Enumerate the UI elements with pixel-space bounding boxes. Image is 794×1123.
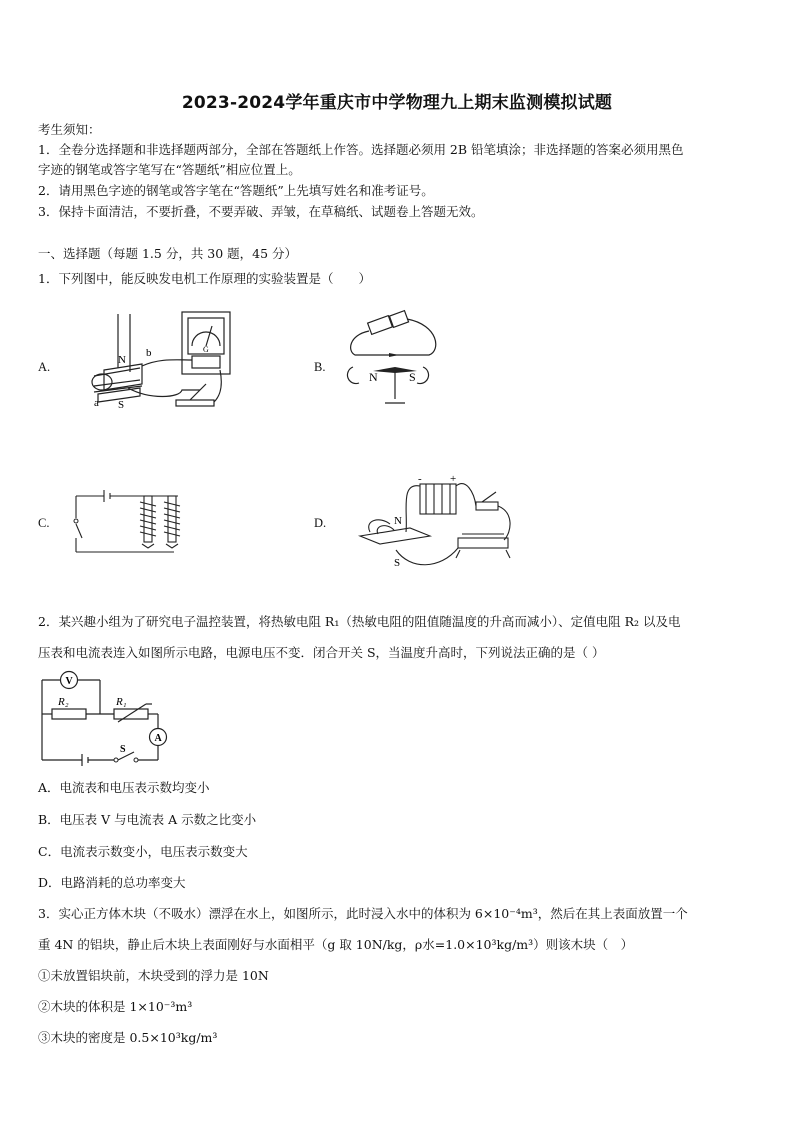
q1-stem: 1．下列图中，能反映发电机工作原理的实验装置是（ ） <box>38 271 371 286</box>
q2-option-a: A．电流表和电压表示数均变小 <box>38 780 210 795</box>
label-ammeter: A <box>154 733 162 744</box>
a-label-b: b <box>146 347 152 359</box>
q3-item-3: ③木块的密度是 0.5×10³kg/m³ <box>38 1030 218 1045</box>
q2-circuit-diagram <box>36 668 176 773</box>
q1-figure-b <box>345 305 445 410</box>
d-label-n: N <box>394 515 402 527</box>
q1-option-a: A. <box>38 360 51 374</box>
a-label-a: a <box>94 397 99 409</box>
q1-figure-a <box>80 310 240 415</box>
section-heading: 一、选择题（每题 1.5 分，共 30 题，45 分） <box>38 246 298 261</box>
q1-option-c: C. <box>38 516 50 530</box>
d-label-plus: + <box>450 473 457 485</box>
q3-stem-line2: 重 4N 的铝块，静止后木块上表面刚好与水面相平（g 取 10N/kg，ρ水=1.0×10³kg/m³）则该木块（ ） <box>38 937 634 952</box>
q1-figure-d <box>350 472 515 572</box>
notice-item-3: 3．保持卡面清洁，不要折叠，不要弄破、弄皱，在草稿纸、试题卷上答题无效。 <box>38 204 484 219</box>
a-label-s: S <box>118 399 125 411</box>
page-title: 2023-2024学年重庆市中学物理九上期末监测模拟试题 <box>181 93 613 113</box>
q2-option-d: D．电路消耗的总功率变大 <box>38 875 186 890</box>
a-label-g: G <box>203 345 209 354</box>
q1-figure-c <box>68 488 198 558</box>
q2-option-b: B．电压表 V 与电流表 A 示数之比变小 <box>38 812 257 827</box>
a-label-n: N <box>118 354 126 366</box>
q3-item-2: ②木块的体积是 1×10⁻³m³ <box>38 999 193 1014</box>
b-label-s: S <box>409 370 416 384</box>
notice-item-1: 1．全卷分选择题和非选择题两部分，全部在答题纸上作答。选择题必须用 2B 铅笔填涂；非选择题的答案必须用黑色 <box>38 142 684 157</box>
q2-stem-line1: 2．某兴趣小组为了研究电子温控装置，将热敏电阻 R₁（热敏电阻的阻值随温度的升高而减小）、定值电阻 R₂ 以及电 <box>38 614 681 629</box>
q1-option-b: B. <box>314 360 326 374</box>
q3-stem-line1: 3．实心正方体木块（不吸水）漂浮在水上，如图所示，此时浸入水中的体积为 6×10⁻⁴m³，然后在其上表面放置一个 <box>38 906 688 921</box>
label-r1: R₁ <box>116 696 127 708</box>
b-label-n: N <box>369 370 378 384</box>
notice-heading: 考生须知： <box>38 122 101 137</box>
d-label-minus: - <box>418 473 422 485</box>
label-r2: R₂ <box>58 696 69 708</box>
q1-option-d: D. <box>314 516 327 530</box>
notice-item-1-cont: 字迹的钢笔或答字笔写在“答题纸”相应位置上。 <box>38 162 301 177</box>
label-switch: S <box>120 744 126 755</box>
d-label-s: S <box>394 557 401 569</box>
q2-stem-line2: 压表和电流表连入如图所示电路，电源电压不变．闭合开关 S，当温度升高时，下列说法正确的是（ ） <box>38 645 605 660</box>
label-voltmeter: V <box>65 676 73 687</box>
q2-option-c: C．电流表示数变小，电压表示数变大 <box>38 844 248 859</box>
q3-item-1: ①未放置铝块前，木块受到的浮力是 10N <box>38 968 269 983</box>
notice-item-2: 2．请用黑色字迹的钢笔或答字笔在“答题纸”上先填写姓名和准考证号。 <box>38 183 434 198</box>
